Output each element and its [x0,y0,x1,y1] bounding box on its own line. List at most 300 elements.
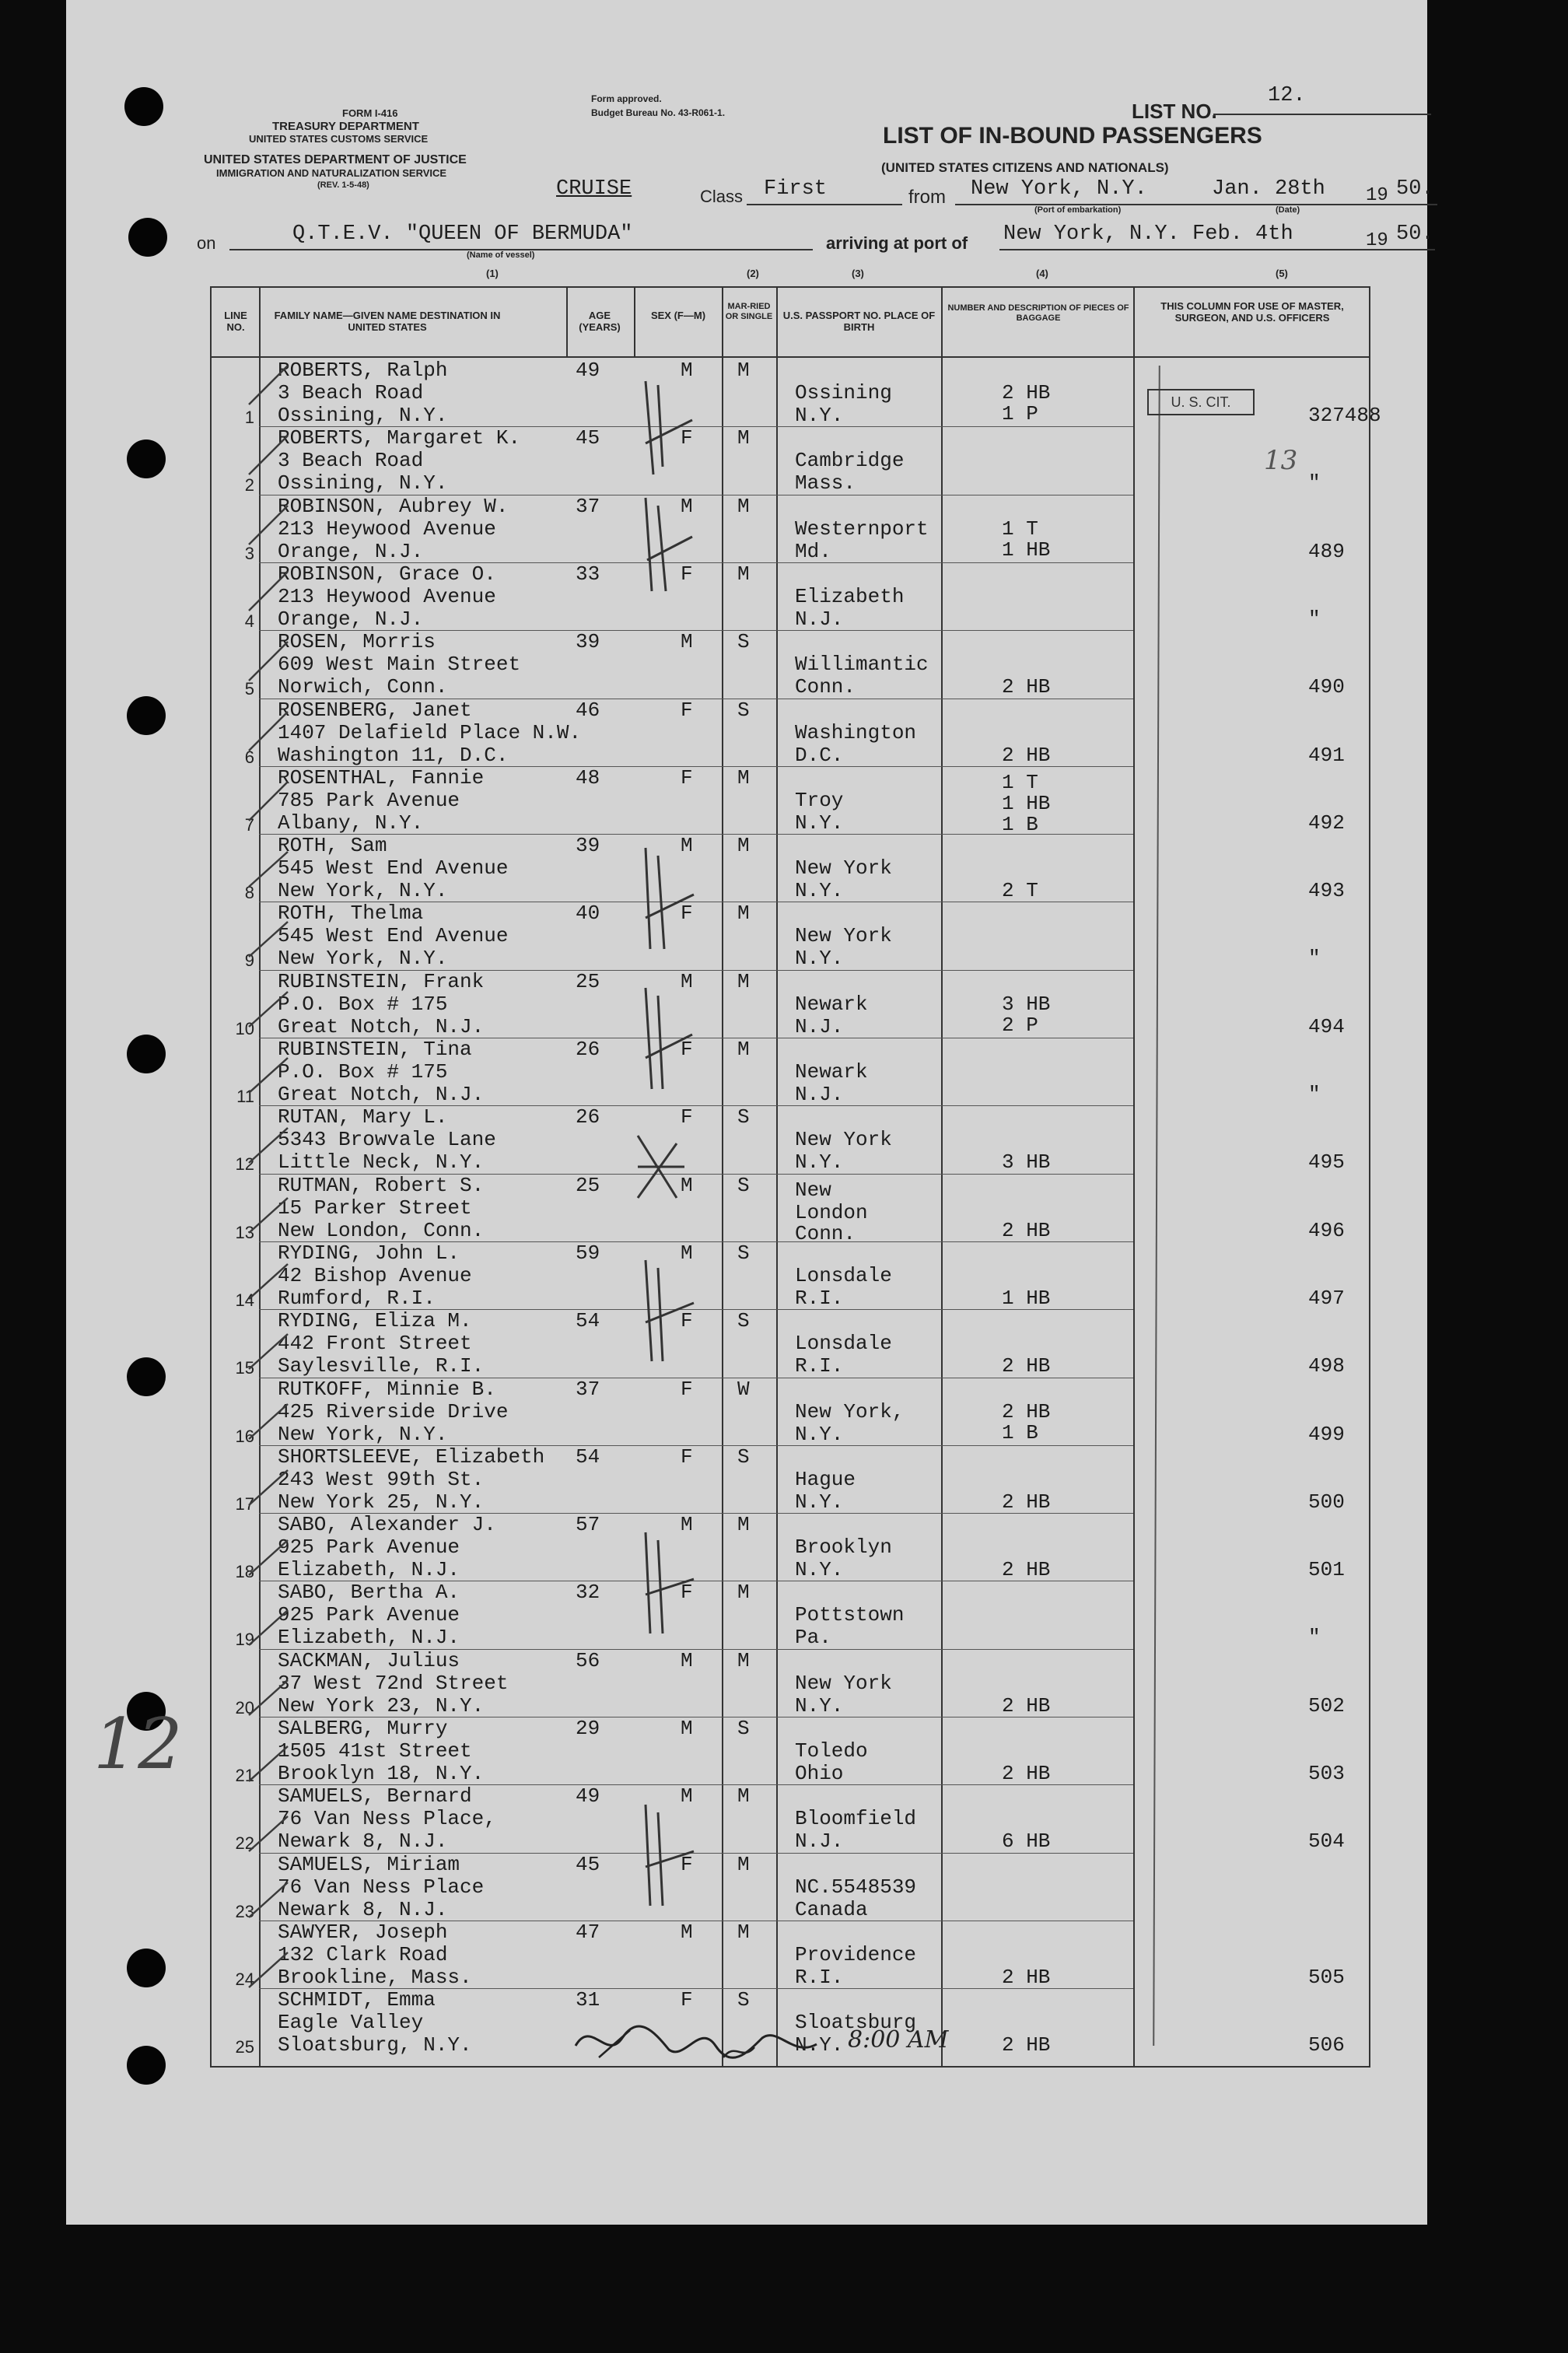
baggage-item: 6 HB [1002,1830,1051,1854]
marital-status: M [737,834,750,858]
dept-justice: UNITED STATES DEPARTMENT OF JUSTICE [204,153,467,166]
passenger-name: SACKMAN, Julius [278,1648,460,1672]
age: 56 [576,1648,600,1672]
address-street: 3 Beach Road [278,381,424,404]
birthplace-line2: N.Y. [795,404,844,427]
marital-status: S [737,1717,750,1740]
passenger-name: SAWYER, Joseph [278,1920,448,1944]
line-number: 15 [235,1358,254,1378]
passenger-name: ROSEN, Morris [278,630,436,654]
line-number: 1 [244,408,254,427]
birthplace-line2: N.J. [795,607,844,631]
birthplace-line2: R.I. [795,1965,844,1989]
age: 29 [576,1717,600,1740]
officer-entry: 491 [1308,743,1345,767]
passenger-name: RUTMAN, Robert S. [278,1173,485,1197]
marital-status: S [737,1309,750,1333]
address-city: Norwich, Conn. [278,675,448,699]
line-number: 14 [235,1290,254,1310]
address-street: 5343 Browvale Lane [278,1128,496,1152]
address-street: 545 West End Avenue [278,924,509,948]
vessel-name: Q.T.E.V. "QUEEN OF BERMUDA" [292,222,633,246]
line-number: 21 [235,1766,254,1785]
address-street: Eagle Valley [278,2011,424,2035]
address-street: 37 West 72nd Street [278,1671,509,1695]
birthplace-line1: Cambridge [795,449,905,473]
officer-entry: 493 [1308,879,1345,903]
header-married: MAR-RIED OR SINGLE [725,302,773,321]
officer-entry: 498 [1308,1354,1345,1378]
header-baggage: NUMBER AND DESCRIPTION OF PIECES OF BAGGAGE [947,303,1129,323]
signature-time: 8:00 AM [848,2026,949,2054]
baggage-item: 1 HB [1002,537,1051,562]
sex: M [681,1920,693,1944]
header-age: AGE (YEARS) [579,310,621,333]
sex: M [681,494,693,518]
birthplace-line1: New York [795,1128,892,1152]
baggage-item: 2 HB [1002,1399,1051,1423]
baggage-item: 2 HB [1002,743,1051,767]
line-number: 20 [235,1697,254,1717]
address-city: Elizabeth, N.J. [278,1626,460,1650]
marital-status: S [737,1173,750,1197]
year-prefix-1: 19 [1366,185,1388,206]
age: 26 [576,1105,600,1129]
line-number: 25 [235,2037,254,2057]
passenger-name: RUTAN, Mary L. [278,1105,448,1129]
baggage-item: 2 HB [1002,1762,1051,1785]
birthplace-line1: Lonsdale [795,1263,892,1287]
birthplace-line1: New York [795,1671,892,1695]
baggage-item: 1 HB [1002,791,1051,815]
marital-status: M [737,562,750,586]
sex: F [681,1309,693,1333]
address-street: 925 Park Avenue [278,1603,460,1627]
passenger-name: SHORTSLEEVE, Elizabeth [278,1444,545,1469]
birthplace-line1: Newark [795,1060,868,1084]
passenger-name: SALBERG, Murry [278,1717,448,1740]
sex: M [681,359,693,382]
birthplace-line1: Toledo [795,1739,868,1763]
baggage-item: 2 T [1002,879,1038,903]
sex: F [681,765,693,790]
address-city: New London, Conn. [278,1218,485,1242]
birthplace-line2: Canada [795,1897,868,1921]
class-label: Class [700,187,744,206]
officer-entry: 489 [1308,539,1345,563]
address-city: New York, N.Y. [278,1422,448,1446]
line-number: 2 [244,475,254,495]
list-no-label: LIST NO. [1132,100,1217,123]
from-label: from [908,187,946,208]
baggage-item: 1 T [1002,516,1038,541]
birthplace-line1: Providence [795,1942,917,1966]
officer-entry: 506 [1308,2033,1345,2057]
year-suffix-2: 50. [1396,222,1434,246]
age: 39 [576,630,600,654]
header-sex: SEX (F—M) [650,310,706,321]
birthplace-line3: Conn. [795,1221,856,1245]
age: 33 [576,562,600,586]
baggage-item: 2 HB [1002,1354,1051,1378]
sex: F [681,1105,693,1129]
arrival-port-date: New York, N.Y. Feb. 4th [1003,222,1293,246]
sex: M [681,630,693,654]
age: 25 [576,969,600,993]
sex: M [681,1717,693,1740]
officer-entry: 502 [1308,1693,1345,1717]
sex: F [681,1038,693,1061]
age: 45 [576,426,600,450]
col-number-5: (5) [1276,268,1288,279]
form-revision: (REV. 1-5-48) [317,180,369,190]
birthplace-line1: Brooklyn [795,1535,892,1560]
line-number: 22 [235,1833,254,1854]
officer-entry: 503 [1308,1762,1345,1785]
baggage-item: 1 B [1002,1420,1038,1444]
birthplace-line1: Bloomfield [795,1807,917,1831]
on-label: on [197,233,216,253]
birthplace-line1: Pottstown [795,1603,905,1627]
passenger-name: SABO, Bertha A. [278,1581,460,1605]
address-city: Little Neck, N.Y. [278,1150,485,1175]
birthplace-line2: N.Y. [795,947,844,971]
sex: M [681,834,693,858]
header-name: FAMILY NAME—GIVEN NAME DESTINATION IN UNITED STATES [274,310,501,333]
page-13-note: 13 [1264,445,1298,476]
officer-entry: " [1308,471,1321,495]
officer-entry: 327488 [1308,404,1381,427]
officer-entry: " [1308,607,1321,631]
year-suffix-1: 50. [1396,177,1434,201]
address-city: Rumford, R.I. [278,1286,436,1310]
age: 45 [576,1852,600,1876]
address-street: 213 Heywood Avenue [278,516,496,541]
sex: F [681,1581,693,1605]
passenger-name: ROBERTS, Margaret K. [278,426,521,450]
marital-status: M [737,902,750,926]
address-city: Great Notch, N.J. [278,1083,485,1106]
baggage-item: 3 HB [1002,1150,1051,1175]
birthplace-line2: N.Y. [795,2033,844,2057]
line-number: 17 [235,1493,254,1514]
line-number: 13 [235,1222,254,1242]
address-city: Saylesville, R.I. [278,1354,485,1378]
birthplace-line1: Westernport [795,516,929,541]
address-street: 425 Riverside Drive [278,1399,509,1423]
dept-customs: UNITED STATES CUSTOMS SERVICE [249,133,429,145]
birthplace-line1: Lonsdale [795,1332,892,1356]
officer-entry: " [1308,947,1321,971]
baggage-item: 2 HB [1002,2033,1051,2057]
address-street: 545 West End Avenue [278,856,509,881]
marital-status: M [737,1581,750,1605]
marital-status: M [737,1852,750,1876]
address-city: Sloatsburg, N.Y. [278,2033,472,2057]
header-line-no: LINE NO. [224,310,247,333]
baggage-item: 1 T [1002,770,1038,794]
passenger-name: SAMUELS, Miriam [278,1852,460,1876]
line-number: 19 [235,1630,254,1650]
officer-entry: 494 [1308,1014,1345,1038]
officer-entry: " [1308,1626,1321,1650]
marital-status: S [737,1988,750,2012]
stamp-text: U. S. CIT. [1171,394,1231,410]
birthplace-line2: Ohio [795,1762,844,1785]
col-number-2: (2) [747,268,759,279]
form-number: FORM I-416 [342,107,398,119]
dept-treasury: TREASURY DEPARTMENT [272,120,419,133]
marital-status: M [737,1038,750,1061]
address-city: Newark 8, N.J. [278,1897,448,1921]
sex: F [681,698,693,722]
passenger-name: ROSENTHAL, Fannie [278,765,485,790]
line-number: 11 [236,1087,254,1106]
birthplace-line2: London [795,1200,868,1224]
embark-date: Jan. 28th [1212,177,1325,201]
age: 54 [576,1309,600,1333]
birthplace-line2: N.Y. [795,1693,844,1717]
line-number: 3 [244,543,254,563]
passenger-name: ROTH, Sam [278,834,387,858]
baggage-item: 1 P [1002,402,1038,425]
address-city: New York, N.Y. [278,947,448,971]
birthplace-line1: Washington [795,720,917,744]
birthplace-line2: N.Y. [795,879,844,903]
birthplace-line1: Willimantic [795,653,929,677]
marital-status: M [737,1920,750,1944]
address-city: Elizabeth, N.J. [278,1558,460,1582]
col-number-3: (3) [852,268,864,279]
line-number: 10 [235,1018,254,1038]
marital-status: M [737,359,750,382]
address-city: Ossining, N.Y. [278,404,448,427]
address-street: 132 Clark Road [278,1942,448,1966]
birthplace-line2: N.J. [795,1830,844,1854]
address-street: 76 Van Ness Place [278,1875,485,1899]
birthplace-line2: D.C. [795,743,844,767]
age: 47 [576,1920,600,1944]
officer-entry: 492 [1308,811,1345,835]
birthplace-line2: N.Y. [795,811,844,835]
address-street: 925 Park Avenue [278,1535,460,1560]
address-street: 785 Park Avenue [278,788,460,812]
line-number: 12 [235,1154,254,1175]
birthplace-line2: N.Y. [795,1150,844,1175]
margin-12-note: 12 [93,1703,183,1785]
officer-entry: 505 [1308,1965,1345,1989]
address-street: P.O. Box # 175 [278,1060,448,1084]
officer-entry: " [1308,1083,1321,1106]
header-officers: THIS COLUMN FOR USE OF MASTER, SURGEON, AND U.S. OFFICERS [1160,300,1344,324]
marital-status: S [737,1241,750,1265]
marital-status: M [737,765,750,790]
marital-status: M [737,969,750,993]
sex: F [681,1444,693,1469]
passenger-name: RUBINSTEIN, Frank [278,969,485,993]
passenger-name: ROTH, Thelma [278,902,424,926]
address-city: Washington 11, D.C. [278,743,509,767]
passenger-name: RUTKOFF, Minnie B. [278,1377,496,1401]
form-subtitle: (UNITED STATES CITIZENS AND NATIONALS) [881,160,1169,175]
address-city: Newark 8, N.J. [278,1830,448,1854]
sex: M [681,1241,693,1265]
address-street: 213 Heywood Avenue [278,584,496,608]
marital-status: W [737,1377,750,1401]
marital-status: S [737,630,750,654]
birthplace-line1: New [795,1178,831,1202]
class-value: First [764,177,828,201]
sex: M [681,1784,693,1809]
col-number-1: (1) [486,268,499,279]
passenger-name: SABO, Alexander J. [278,1513,496,1537]
baggage-item: 3 HB [1002,992,1051,1016]
address-city: New York 23, N.Y. [278,1693,485,1717]
birthplace-line2: N.Y. [795,1558,844,1582]
birthplace-line2: N.J. [795,1083,844,1106]
birthplace-line2: R.I. [795,1286,844,1310]
marital-status: S [737,698,750,722]
form-approved: Form approved. [591,93,662,104]
sex: F [681,562,693,586]
line-number: 18 [235,1562,254,1582]
birthplace-line2: R.I. [795,1354,844,1378]
line-number: 9 [244,951,254,971]
baggage-item: 1 B [1002,812,1038,836]
line-number: 23 [235,1901,254,1921]
line-number: 16 [235,1426,254,1446]
passenger-name: RYDING, John L. [278,1241,460,1265]
form-title: LIST OF IN-BOUND PASSENGERS [883,123,1262,149]
sex: M [681,1513,693,1537]
birthplace-line1: Ossining [795,381,892,404]
birthplace-line1: Hague [795,1467,856,1491]
birthplace-line2: N.Y. [795,1490,844,1514]
passenger-name: RUBINSTEIN, Tina [278,1038,472,1061]
age: 37 [576,494,600,518]
budget-bureau: Budget Bureau No. 43-R061-1. [591,107,726,118]
baggage-item: 2 HB [1002,1965,1051,1989]
address-street: 243 West 99th St. [278,1467,485,1491]
sex: F [681,902,693,926]
age: 40 [576,902,600,926]
passenger-name: ROBERTS, Ralph [278,359,448,382]
list-no-value: 12. [1268,84,1306,107]
birthplace-line1: New York [795,856,892,881]
arriving-label: arriving at port of [826,233,968,253]
baggage-item: 2 HB [1002,1218,1051,1242]
officer-entry: 504 [1308,1830,1345,1854]
age: 46 [576,698,600,722]
age: 59 [576,1241,600,1265]
sex: F [681,1852,693,1876]
sex: F [681,1377,693,1401]
address-street: 609 West Main Street [278,653,521,677]
passenger-name: SCHMIDT, Emma [278,1988,436,2012]
officer-entry: 496 [1308,1218,1345,1242]
passenger-name: ROBINSON, Aubrey W. [278,494,509,518]
address-city: Orange, N.J. [278,607,424,631]
address-street: 76 Van Ness Place, [278,1807,496,1831]
officer-entry: 497 [1308,1286,1345,1310]
address-street: P.O. Box # 175 [278,992,448,1016]
birthplace-line1: NC.5548539 [795,1875,917,1899]
port-embark-caption: (Port of embarkation) [1034,205,1122,215]
from-value: New York, N.Y. [971,177,1147,201]
line-number: 6 [244,747,254,767]
address-street: 1407 Delafield Place N.W. [278,720,582,744]
address-city: Ossining, N.Y. [278,471,448,495]
marital-status: S [737,1105,750,1129]
officer-entry: 495 [1308,1150,1345,1175]
age: 26 [576,1038,600,1061]
sex: M [681,1648,693,1672]
sex: F [681,1988,693,2012]
address-city: New York 25, N.Y. [278,1490,485,1514]
address-city: Orange, N.J. [278,539,424,563]
birthplace-line1: Sloatsburg [795,2011,917,2035]
line-number: 7 [244,814,254,835]
birthplace-line1: Newark [795,992,868,1016]
age: 54 [576,1444,600,1469]
marital-status: M [737,1648,750,1672]
date-caption: (Date) [1276,205,1300,215]
line-number: 4 [244,611,254,631]
marital-status: M [737,1513,750,1537]
baggage-item: 2 P [1002,1013,1038,1037]
officer-entry: 499 [1308,1422,1345,1446]
age: 37 [576,1377,600,1401]
passenger-name: SAMUELS, Bernard [278,1784,472,1809]
age: 32 [576,1581,600,1605]
baggage-item: 2 HB [1002,1490,1051,1514]
age: 48 [576,765,600,790]
officer-entry: 501 [1308,1558,1345,1582]
passenger-name: ROBINSON, Grace O. [278,562,496,586]
address-street: 442 Front Street [278,1332,472,1356]
birthplace-line2: Mass. [795,471,856,495]
officer-entry: 500 [1308,1490,1345,1514]
address-city: New York, N.Y. [278,879,448,903]
baggage-item: 2 HB [1002,675,1051,699]
birthplace-line1: New York [795,924,892,948]
baggage-item: 2 HB [1002,1693,1051,1717]
birthplace-line2: N.Y. [795,1422,844,1446]
address-street: 3 Beach Road [278,449,424,473]
line-number: 24 [235,1969,254,1989]
baggage-item: 1 HB [1002,1286,1051,1310]
address-city: Brooklyn 18, N.Y. [278,1762,485,1785]
birthplace-line2: N.J. [795,1014,844,1038]
birthplace-line1: New York, [795,1399,905,1423]
passenger-name: RYDING, Eliza M. [278,1309,472,1333]
birthplace-line1: Troy [795,788,844,812]
age: 49 [576,1784,600,1809]
address-city: Brookline, Mass. [278,1965,472,1989]
birthplace-line1: Elizabeth [795,584,905,608]
marital-status: M [737,426,750,450]
address-street: 42 Bishop Avenue [278,1263,472,1287]
address-street: 15 Parker Street [278,1196,472,1220]
vessel-caption: (Name of vessel) [467,250,535,260]
cruise-label: CRUISE [556,177,632,201]
year-prefix-2: 19 [1366,230,1388,251]
marital-status: S [737,1444,750,1469]
address-street: 1505 41st Street [278,1739,472,1763]
address-city: Great Notch, N.J. [278,1014,485,1038]
age: 31 [576,1988,600,2012]
age: 49 [576,359,600,382]
